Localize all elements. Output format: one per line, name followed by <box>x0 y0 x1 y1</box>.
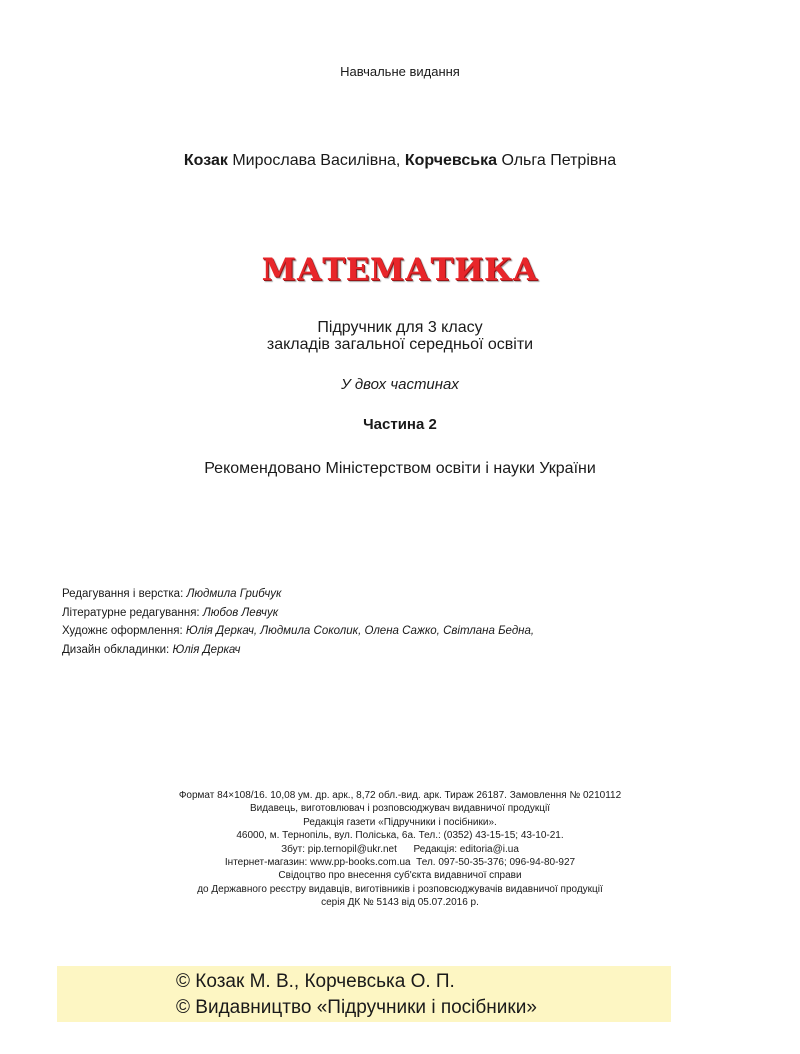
part-number: Частина 2 <box>363 416 437 433</box>
author-surname: Корчевська <box>404 152 497 169</box>
credit-line <box>62 604 534 623</box>
edition-type: Навчальне видання <box>340 64 460 79</box>
credit-names: Юлія Деркач <box>172 643 241 656</box>
credit-role: Художнє оформлення: <box>62 625 183 637</box>
imprint-line: Редакція газети «Підручники і посібники». <box>303 816 497 828</box>
recommendation: Рекомендовано Міністерством освіти і науки України <box>204 460 596 477</box>
credit-role: Літературне редагування: <box>62 606 200 619</box>
credit-role: Дизайн обкладинки: <box>62 643 170 656</box>
book-title: МАТЕМАТИКА <box>261 252 539 288</box>
copyright-line: © Козак М. В., Корчевська О. П. <box>176 971 455 992</box>
imprint-line: серія ДК № 5143 від 05.07.2016 р. <box>321 897 479 909</box>
imprint-line: Видавець, виготовлювач і розповсюджувач видавничої продукції <box>249 803 551 815</box>
imprint-line: 46000, м. Тернопіль, вул. Поліська, 6а. Тел.: (0352) 43-15-15; 43-10-21. <box>236 830 564 842</box>
credit-role: Редагування і верстка: <box>62 588 184 600</box>
credit-line <box>62 641 534 660</box>
credit-names: Людмила Грибчук <box>186 588 282 600</box>
subtitle <box>0 319 800 353</box>
credits <box>62 585 534 659</box>
credit-names: Любов Левчук <box>202 606 279 619</box>
imprint-line: Формат 84×108/16. 10,08 ум. др. арк., 8,72 обл.-вид. арк. Тираж 26187. Замовлення № 0210112 <box>178 790 622 801</box>
imprint-line: Свідоцтво про внесення суб'єкта видавничої справи <box>278 870 522 882</box>
author-surname: Козак <box>183 152 228 169</box>
credit-names: Юлія Деркач, Людмила Соколик, Олена Сажко, Світлана Бедна, <box>185 625 535 637</box>
credit-line <box>62 585 534 604</box>
author-name: Мирослава Василівна <box>232 152 396 169</box>
copyright-notice <box>176 969 537 1021</box>
subtitle-line: Підручник для 3 класу <box>317 319 483 336</box>
imprint-line: Збут: pip.ternopil@ukr.net Редакція: editoria@i.ua <box>281 843 519 855</box>
parts-note: У двох частинах <box>341 376 459 393</box>
credit-line <box>62 622 534 641</box>
authors-line: Козак Мирослава Василівна, Корчевська Ольга Петрівна <box>183 152 617 169</box>
author-name: Ольга Петрівна <box>501 152 617 169</box>
copyright-line: © Видавництво «Підручники і посібники» <box>176 997 537 1018</box>
imprint-line: до Державного реєстру видавців, виготівників і розповсюджувачів видавничої продукції <box>197 883 603 895</box>
subtitle-line: закладів загальної середньої освіти <box>266 336 534 353</box>
imprint-line: Інтернет-магазин: www.pp-books.com.ua Тел. 097-50-35-376; 096-94-80-927 <box>224 857 576 869</box>
imprint-block <box>0 789 800 910</box>
